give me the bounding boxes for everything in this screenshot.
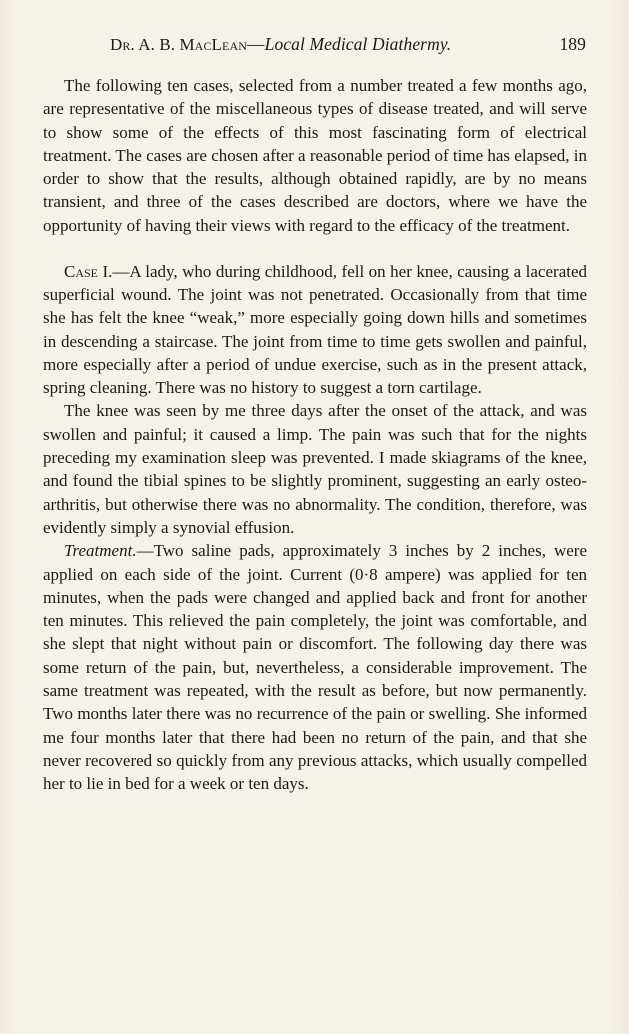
treatment-paragraph	[43, 539, 587, 795]
examination-paragraph: The knee was seen by me three days after the onset of the attack, and was swollen and painful; it caused a limp. The pain was such that for the nights preceding my examination sleep was prevented. I made skiagrams of the knee, and found the tibial spines to be slightly prominent, suggesting an early osteo-arthritis, but otherwise there was no abnormality. The condition, therefore, was evidently simply a synovial effusion.	[43, 401, 587, 537]
article-body	[43, 74, 587, 796]
treatment-text: —Two saline pads, approximately 3 inches by 2 inches, were applied on each side of the joint. Current (0·8 ampere) was applied for ten minutes, when the pads were changed and applied back and front for another ten minutes. This relieved the pain completely, the joint was comfortable, and she slept that night without pain or discomfort. The following day there was some return of the pain, but, nevertheless, a considerable improvement. The same treatment was repeated, with the result as before, but now permanently. Two months later there was no recurrence of the pain or swelling. She informed me four months later that there had been no return of the pain, and that she never recovered so quickly from any previous attacks, which usually compelled her to lie in bed for a week or ten days.	[43, 541, 587, 794]
header-article-title: Local Medical Diathermy.	[264, 34, 452, 54]
running-head	[110, 32, 590, 56]
header-author: Dr. A. B. MacLean	[110, 35, 247, 54]
treatment-heading: Treatment.	[64, 541, 137, 561]
case-one-paragraph	[43, 260, 587, 400]
case-one-text: —A lady, who during childhood, fell on her knee, causing a lacerated superficial wound. The joint was not penetrated. Occasionally from that time she has felt the knee “weak,” more especially going down hills and sometimes in descending a staircase. The joint from time to time gets swollen and painful, more especially after a period of undue exercise, such as in the present attack, spring cleaning. There was no history to suggest a torn cartilage.	[43, 261, 588, 398]
header-separator: —	[247, 34, 265, 54]
case-one-heading: Case I.	[64, 261, 113, 281]
intro-paragraph: The following ten cases, selected from a number treated a few months ago, are representative of the miscellaneous types of disease treated, and will serve to show some of the effects of this most fascinating form of electrical treatment. The cases are chosen after a reasonable period of time has elapsed, in order to show that the results, although obtained rapidly, are by no means transient, and three of the cases described are doctors, where we have the opportunity of having their views with regard to the efficacy of the treatment.	[43, 76, 587, 235]
page-number: 189	[559, 34, 586, 54]
